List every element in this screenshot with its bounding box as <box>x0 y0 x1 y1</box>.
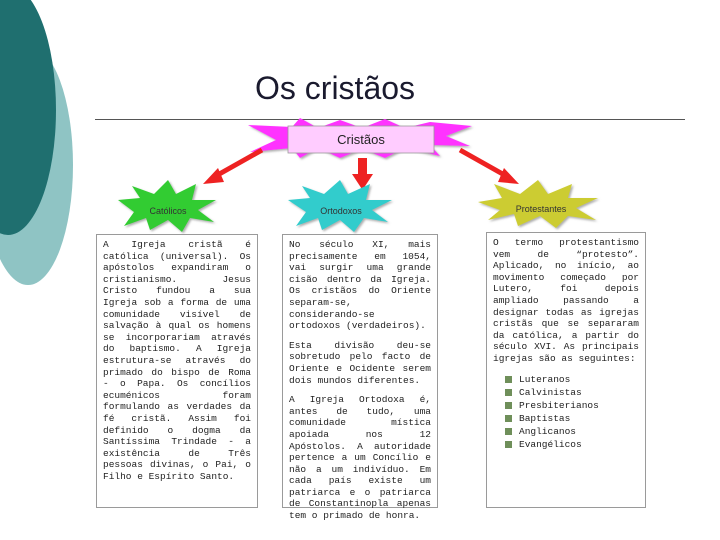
protestantes-label: Protestantes <box>515 204 567 214</box>
protestantes-text-box <box>486 232 646 508</box>
protestantes-paragraph: O termo protestantismo vem de “protesto”. Aplicado, no início, ao movimento começado por Lutero, foi depois ampliado passando a designar todas as igrejas cristãs que se separaram da católica, a partir do século XVI. As principais igrejas são as seguintes: <box>493 237 639 364</box>
square-bullet-icon <box>505 402 512 409</box>
square-bullet-icon <box>505 428 512 435</box>
square-bullet-icon <box>505 441 512 448</box>
arrow-left <box>203 150 262 184</box>
node-catolicos <box>118 180 216 232</box>
list-item: Luteranos <box>505 373 639 386</box>
arrow-middle <box>352 158 373 190</box>
catolicos-text-box <box>96 234 258 508</box>
page-title: Os cristãos <box>255 70 416 106</box>
catolicos-paragraph: A Igreja cristã é católica (universal). Os apóstolos expandiram o cristianismo. Jesus Cristo fundou a sua Igreja sob a forma de uma comunidade visível de salvação à qual os homens se incorporariam através do baptismo. A Igreja estrutura-se através do primado do bispo de Roma - o Papa. Os concílios ecuménicos foram formulando as verdades da fé cristã. Assim foi definido o dogma da Santíssima Trindade - a existência de Três pessoas divinas, o Pai, o Filho e Espírito Santo. <box>103 239 251 482</box>
square-bullet-icon <box>505 389 512 396</box>
ortodoxos-paragraph-3: A Igreja Ortodoxa é, antes de tudo, uma comunidade mística apoiada nos 12 Apóstolos. A autoridade pertence a um Concílio e não a um indivíduo. Em cada país existe um patriarca e o patriarca de Constantinopla apenas tem o primado de honra. <box>289 394 431 522</box>
ortodoxos-text-box <box>282 234 438 522</box>
ortodoxos-paragraph-2: Esta divisão deu-se sobretudo pelo facto de Oriente e Ocidente serem dois mundos diferentes. <box>289 339 431 386</box>
ortodoxos-label: Ortodoxos <box>320 206 362 216</box>
square-bullet-icon <box>505 376 512 383</box>
list-item: Presbiterianos <box>505 399 639 412</box>
list-item: Anglicanos <box>505 425 639 438</box>
list-item: Baptistas <box>505 412 639 425</box>
catolicos-label: Católicos <box>149 206 187 216</box>
protestant-churches-list <box>493 373 639 451</box>
square-bullet-icon <box>505 415 512 422</box>
list-item: Calvinistas <box>505 386 639 399</box>
top-node <box>248 118 472 158</box>
node-protestantes <box>478 180 598 228</box>
arrow-right <box>460 150 519 184</box>
top-node-label: Cristãos <box>337 132 385 147</box>
list-item: Evangélicos <box>505 438 639 451</box>
node-ortodoxos <box>288 180 392 232</box>
ortodoxos-paragraph-1: No século XI, mais precisamente em 1054, vai surgir uma grande cisão dentro da Igreja. Os cristãos do Oriente separam-se, considerando-se ortodoxos (verdadeiros). <box>289 239 431 332</box>
